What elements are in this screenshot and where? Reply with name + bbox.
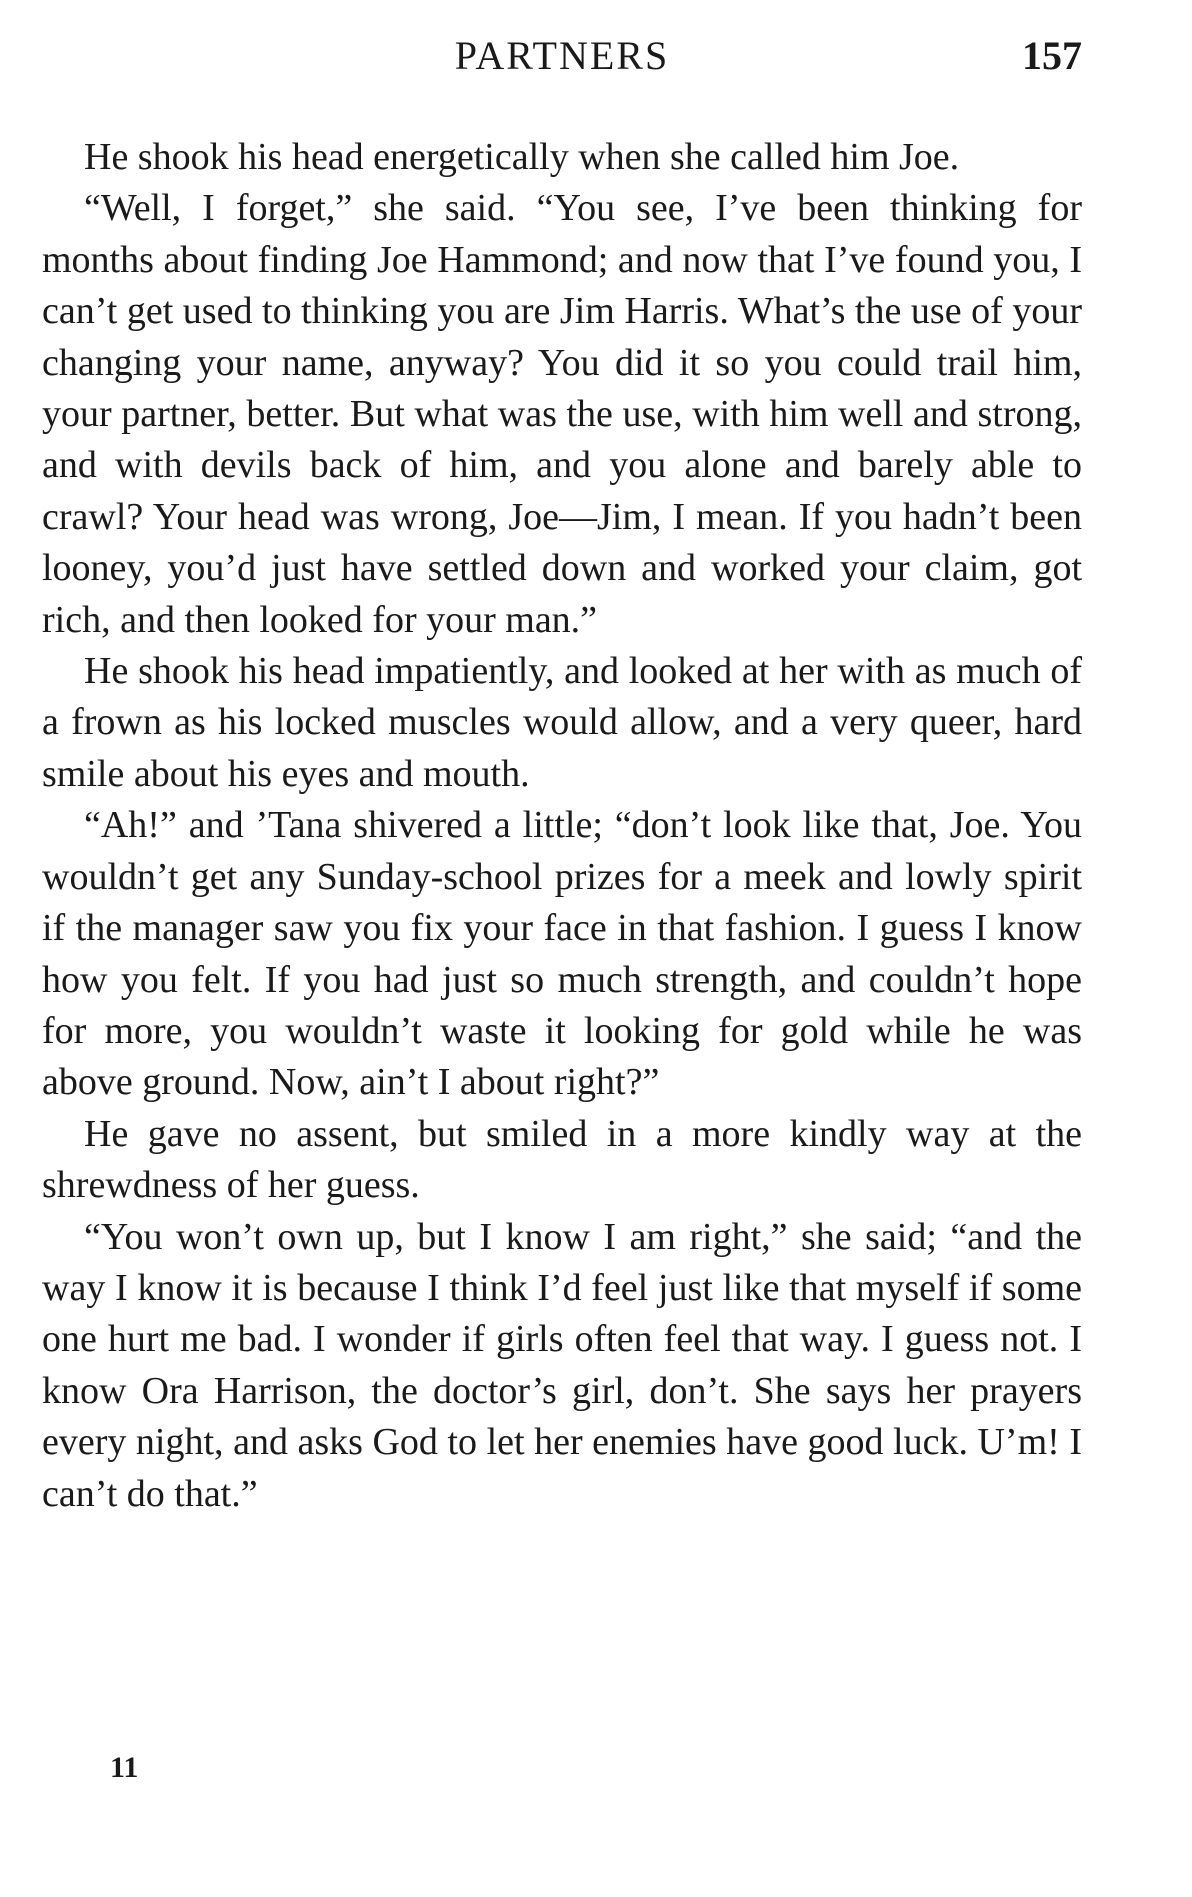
paragraph: He gave no assent, but smiled in a more kindly way at the shrewdness of her guess. bbox=[42, 1112, 1082, 1207]
paragraph: “Ah!” and ’Tana shivered a little; “don’t look like that, Joe. You wouldn’t get any Sunday-school prizes for a meek and lowly spirit if the manager saw you fix your face in that fashion. I guess I know how you felt. If you had just so much strength, and couldn’t hope for more, you wouldn’t waste it looking for gold while he was above ground. Now, ain’t I about right?” bbox=[42, 804, 1082, 1104]
running-title: PARTNERS bbox=[454, 33, 670, 78]
paragraph: He shook his head energetically when she called him Joe. bbox=[84, 136, 960, 178]
paragraph: “You won’t own up, but I know I am right,” she said; “and the way I know it is because I think I’d feel just like that myself if some one hurt me bad. I wonder if girls often feel that way. I guess not. I know Ora Harrison, the doctor’s girl, don’t. She says her prayers every night, and asks God to let her enemies have good luck. U’m! I can’t do that.” bbox=[42, 1215, 1082, 1515]
running-head bbox=[42, 28, 1082, 84]
paragraph: He shook his head impatiently, and looked at her with as much of a frown as his locked muscles would allow, and a very queer, hard smile about his eyes and mouth. bbox=[42, 650, 1082, 795]
body-text bbox=[42, 132, 1082, 1520]
page-number: 157 bbox=[1022, 33, 1082, 78]
paragraph: “Well, I forget,” she said. “You see, I’ve been thinking for months about finding Joe Hammond; and now that I’ve found you, I can’t get used to thinking you are Jim Harris. What’s the use of your changing your name, anyway? You did it so you could trail him, your partner, better. But what was the use, with him well and strong, and with devils back of him, and you alone and barely able to crawl? Your head was wrong, Joe—Jim, I mean. If you hadn’t been looney, you’d just have settled down and worked your claim, got rich, and then looked for your man.” bbox=[42, 187, 1082, 641]
signature-mark: 11 bbox=[110, 1751, 139, 1784]
